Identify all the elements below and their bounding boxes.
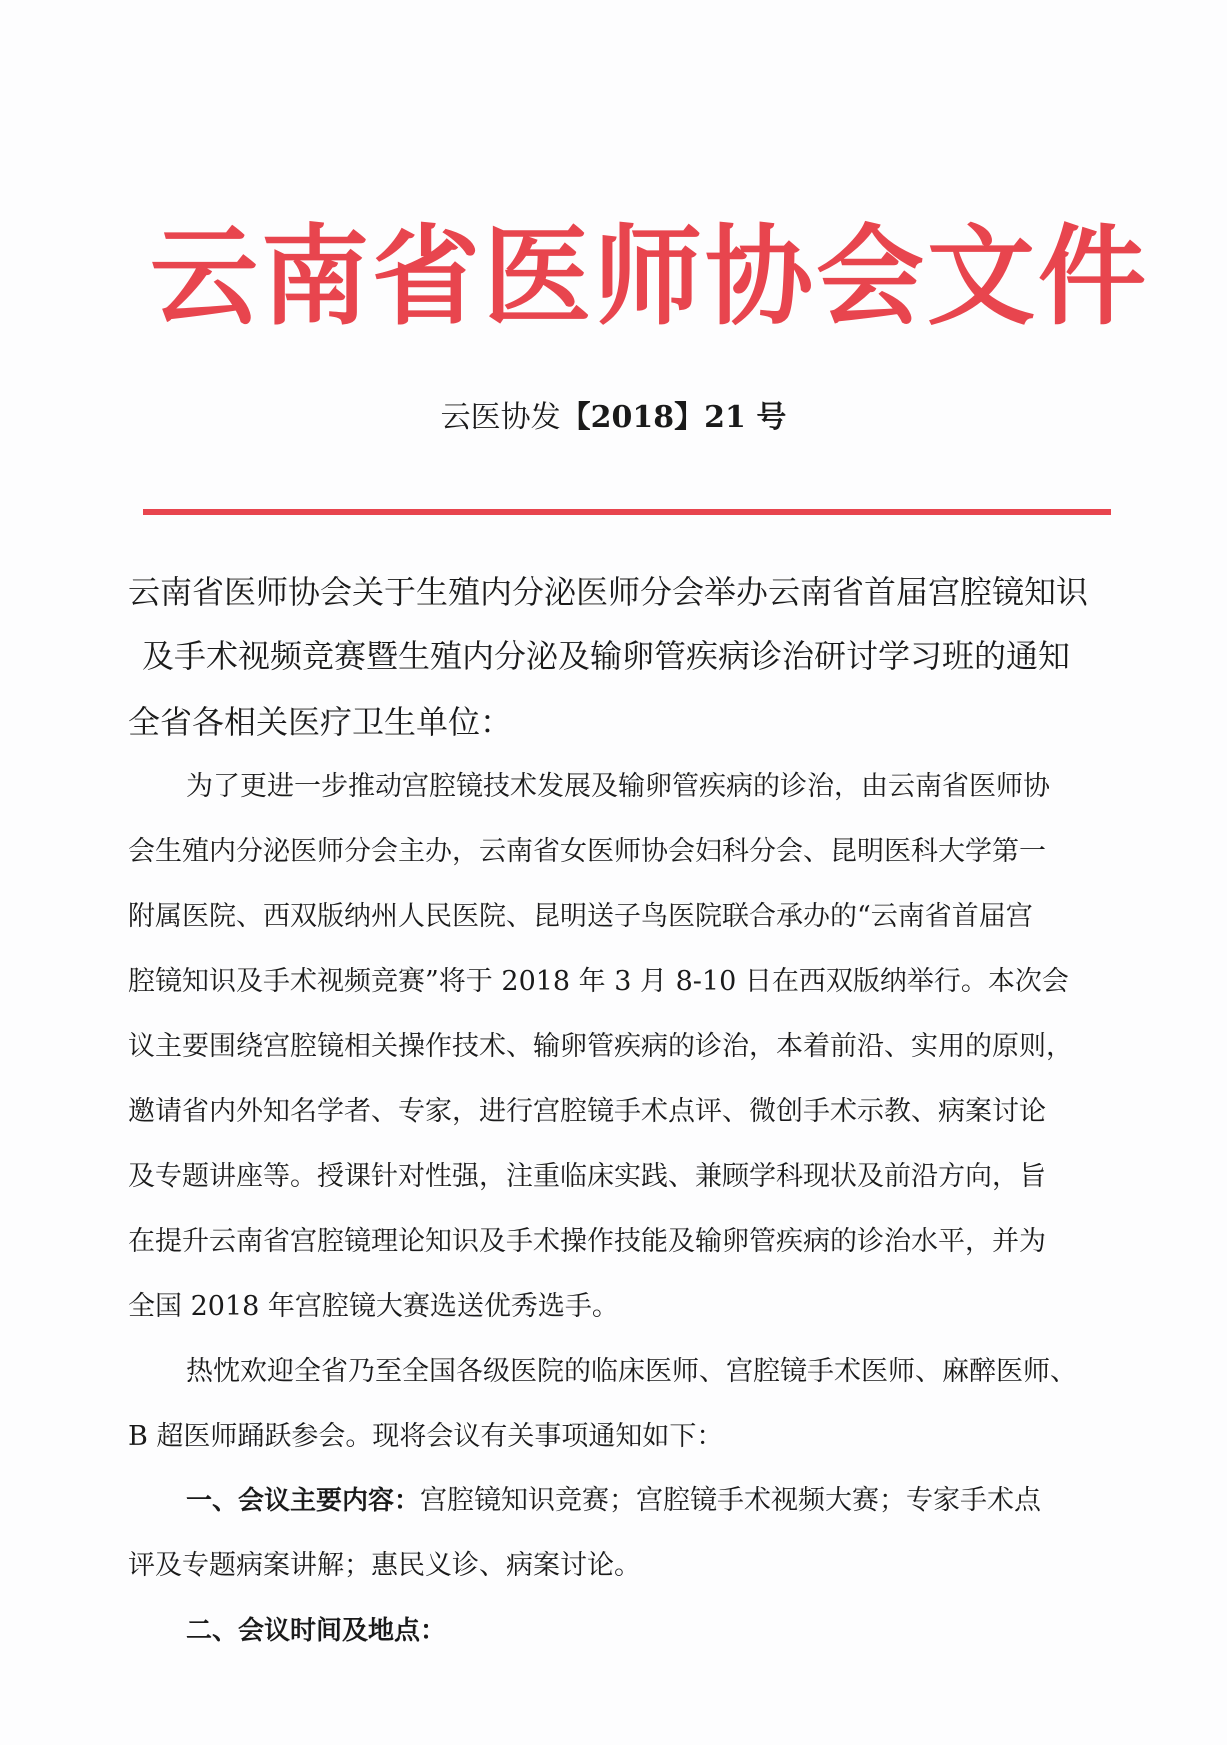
doc-number-year: 【2018】	[560, 400, 705, 435]
section-text: 宫腔镜知识竞赛；宫腔镜手术视频大赛；专家手术点	[420, 1485, 1042, 1516]
doc-number-prefix: 云医协发	[440, 400, 561, 435]
section-main-content	[128, 1468, 1126, 1598]
notice-title-line-1: 云南省医师协会关于生殖内分泌医师分会举办云南省首届宫腔镜知识	[128, 573, 1089, 611]
paragraph-line: 邀请省内外知名学者、专家，进行宫腔镜手术点评、微创手术示教、病案讨论	[128, 1096, 1046, 1127]
section-time-location	[186, 1598, 446, 1664]
masthead-title: 云南省医师协会文件	[150, 215, 1150, 340]
paragraph-line: 及专题讲座等。授课针对性强，注重临床实践、兼顾学科现状及前沿方向，旨	[128, 1161, 1046, 1192]
paragraph-line: 议主要围绕宫腔镜相关操作技术、输卵管疾病的诊治，本着前沿、实用的原则，	[128, 1031, 1073, 1062]
doc-number-suffix: 21 号	[704, 400, 787, 435]
paragraph-line: 热忱欢迎全省乃至全国各级医院的临床医师、宫腔镜手术医师、麻醉医师、	[186, 1356, 1077, 1387]
red-divider	[143, 509, 1111, 515]
paragraph-line: 在提升云南省宫腔镜理论知识及手术操作技能及输卵管疾病的诊治水平，并为	[128, 1226, 1046, 1257]
paragraph-line: 全国 2018 年宫腔镜大赛选送优秀选手。	[128, 1291, 619, 1322]
section-heading-main-content: 一、会议主要内容：	[186, 1486, 421, 1516]
section-line: 评及专题病案讲解；惠民义诊、病案讨论。	[128, 1550, 641, 1581]
section-line	[128, 1468, 1126, 1533]
notice-title-line-2: 及手术视频竞赛暨生殖内分泌及输卵管疾病诊治研讨学习班的通知	[142, 637, 1071, 675]
paragraph-line: 腔镜知识及手术视频竞赛”将于 2018 年 3 月 8-10 日在西双版纳举行。本次会	[128, 966, 1069, 997]
document-number	[0, 398, 1227, 438]
paragraph-line: 会生殖内分泌医师分会主办，云南省女医师协会妇科分会、昆明医科大学第一	[128, 836, 1046, 867]
paragraph-line: B 超医师踊跃参会。现将会议有关事项通知如下：	[128, 1421, 724, 1452]
section-heading-time-location: 二、会议时间及地点：	[186, 1616, 447, 1646]
salutation: 全省各相关医疗卫生单位：	[128, 703, 513, 741]
paragraph-welcome	[128, 1339, 1126, 1469]
paragraph-intro	[128, 754, 1126, 1339]
paragraph-line: 附属医院、西双版纳州人民医院、昆明送子鸟医院联合承办的“云南省首届宫	[128, 901, 1033, 932]
paragraph-line: 为了更进一步推动宫腔镜技术发展及输卵管疾病的诊治，由云南省医师协	[186, 771, 1050, 802]
